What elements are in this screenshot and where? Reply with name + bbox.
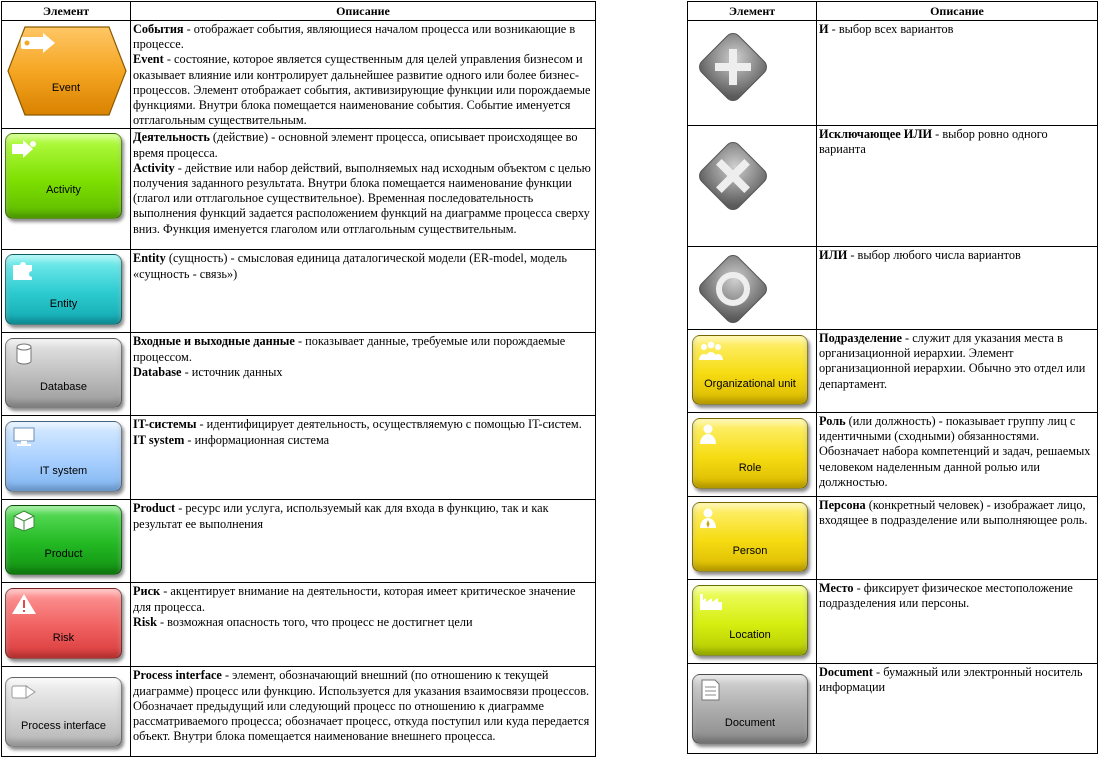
or-operator-icon [693, 249, 773, 329]
element-cell [688, 21, 817, 126]
element-cell [2, 250, 131, 333]
process-interface-label: Process interface [21, 720, 106, 733]
and-operator-icon [693, 27, 773, 107]
process-interface-shape [5, 677, 122, 747]
table-row [2, 129, 596, 250]
warning-icon [11, 593, 37, 615]
event-shape [5, 24, 129, 118]
location-label: Location [729, 629, 771, 641]
product-label: Product [44, 548, 83, 561]
header-description: Описание [817, 2, 1098, 21]
description-cell: Entity (сущность) - смысловая единица даталогической модели (ER-model, модель «сущность - связь») [131, 250, 596, 333]
element-cell [688, 330, 817, 413]
person-tie-icon [698, 507, 724, 529]
description-cell: IT-системы - идентифицирует деятельность, осуществляемую с помощью IT-систем. IT system - информационная система [131, 416, 596, 500]
element-cell [688, 413, 817, 497]
header-description: Описание [131, 2, 596, 21]
table-row [2, 583, 596, 667]
puzzle-icon [11, 259, 37, 281]
table-row [688, 664, 1098, 754]
element-cell [688, 126, 817, 247]
risk-shape [5, 588, 122, 659]
element-cell [2, 129, 131, 250]
risk-label: Risk [52, 632, 75, 645]
table-row [688, 21, 1098, 126]
table-row [2, 416, 596, 500]
element-cell [688, 247, 817, 330]
database-shape [5, 338, 122, 408]
description-cell: Риск - акцентирует внимание на деятельности, которая имеет критическое значение для процесса. Risk - возможная опасность того, что процесс не достигнет цели [131, 583, 596, 667]
role-label: Role [738, 462, 762, 474]
description-cell: Исключающее ИЛИ - выбор ровно одного варианта [817, 126, 1098, 247]
person-shape [692, 502, 808, 572]
location-shape [692, 585, 808, 656]
left-header-row [2, 2, 596, 21]
gear-arrow-icon [11, 138, 37, 160]
organizational-unit-shape [692, 335, 808, 405]
organizational-unit-label: Organizational unit [704, 378, 796, 390]
cube-icon [11, 510, 37, 532]
description-cell: ИЛИ - выбор любого числа вариантов [817, 247, 1098, 330]
description-cell: Подразделение - служит для указания места в организационной иерархии. Элемент организационной иерархии. Обычно это отдел или департамент. [817, 330, 1098, 413]
document-label: Document [724, 717, 776, 729]
table-row [688, 247, 1098, 330]
description-cell: Место - фиксирует физическое местоположение подразделения или персоны. [817, 580, 1098, 664]
table-row [688, 413, 1098, 497]
description-cell: Роль (или должность) - показывает группу лиц с идентичными (сходными) обязанностями. Обозначает набора компетенций и задач, решаемых человеком наделенным данной ролью или должностью. [817, 413, 1098, 497]
entity-label: Entity [49, 298, 78, 311]
database-icon [11, 343, 37, 365]
event-label: Event [51, 82, 81, 94]
it-system-shape [5, 421, 122, 492]
table-row [2, 21, 596, 129]
element-cell [2, 667, 131, 757]
activity-shape [5, 133, 122, 219]
right-legend-table [687, 1, 1098, 754]
product-shape [5, 505, 122, 575]
left-legend-table [1, 1, 596, 757]
activity-label: Activity [46, 184, 81, 197]
it-system-label: IT system [39, 465, 88, 478]
header-element: Элемент [688, 2, 817, 21]
table-row [688, 580, 1098, 664]
table-row [2, 250, 596, 333]
table-row [2, 333, 596, 416]
right-header-row [688, 2, 1098, 21]
factory-icon [698, 590, 724, 612]
header-element: Элемент [2, 2, 131, 21]
table-row [688, 126, 1098, 247]
description-cell: Входные и выходные данные - показывает данные, требуемые или порождаемые процессом. Database - источник данных [131, 333, 596, 416]
element-cell [688, 580, 817, 664]
table-row [2, 667, 596, 757]
element-cell [2, 500, 131, 583]
description-cell: Деятельность (действие) - основной элемент процесса, описывает происходящее во время процесса. Activity - действие или набор действий, выполняемых над исходным объектом с целью получения заданного результата. Внутри блока помещается наименование функции (глагол или отглагольное существительное). Временная последовательность выполнения функций задается расположением функций на диаграмме процесса сверху вниз. Функция именуется глаголом или отглагольным существительным. [131, 129, 596, 250]
element-cell [2, 21, 131, 129]
person-icon [698, 423, 724, 445]
table-row [688, 330, 1098, 413]
description-cell: И - выбор всех вариантов [817, 21, 1098, 126]
interface-arrow-icon [11, 682, 37, 704]
table-row [2, 500, 596, 583]
description-cell: Product - ресурс или услуга, используемый как для входа в функцию, так и как результат ее выполнения [131, 500, 596, 583]
description-cell: Персона (конкретный человек) - изображает лицо, входящее в подразделение или выполняющее роль. [817, 497, 1098, 580]
description-cell: Process interface - элемент, обозначающий внешний (по отношению к текущей диаграмме) процесс или функцию. Используется для указания взаимосвязи процессов. Обозначает предыдущий или следующий процесс по отношению к диаграмме рассматриваемого процесса; обозначает процесс, откуда поступил или куда передается объект. Внутри блока помещается наименование внешнего процесса. [131, 667, 596, 757]
entity-shape [5, 254, 122, 325]
element-cell [688, 664, 817, 754]
person-label: Person [732, 545, 768, 557]
role-shape [692, 418, 808, 489]
description-cell: Document - бумажный или электронный носитель информации [817, 664, 1098, 754]
document-shape [692, 674, 808, 744]
group-icon [698, 340, 724, 362]
element-cell [688, 497, 817, 580]
element-cell [2, 416, 131, 500]
database-label: Database [39, 381, 88, 394]
element-cell [2, 333, 131, 416]
monitor-icon [11, 426, 37, 448]
xor-operator-icon [693, 136, 773, 216]
description-cell: События - отображает события, являющиеся началом процесса или возникающие в процессе. Event - состояние, которое является существенным для целей управления бизнесом и оказывает влияние или контролирует дальнейшее развитие одного или более бизнес-процессов. Элемент отображает события, активизирующие функции или порождаемые функциями. Внутри блока помещается наименование события. Событие именуется отглагольным существительным. [131, 21, 596, 129]
element-cell [2, 583, 131, 667]
table-row [688, 497, 1098, 580]
document-icon [698, 679, 724, 701]
